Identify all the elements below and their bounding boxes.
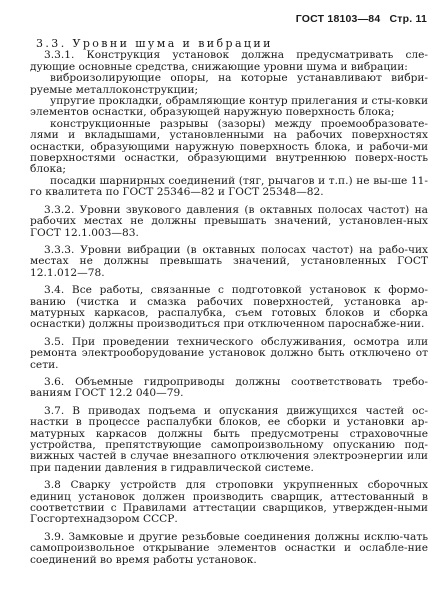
page-number: Стр. 11	[389, 13, 427, 25]
list-item-elastic-gaskets: упругие прокладки, обрамляющие контур прилегания и сты-ковки элементов оснастки, образующей наружную поверхность блока;	[30, 95, 428, 119]
paragraph-3-3-1: 3.3.1. Конструкция установок должна предусматривать сле-дующие основные средства, снижающие уровни шума и вибрации:	[30, 49, 428, 73]
section-heading: 3.3. Уровни шума и вибрации	[36, 37, 273, 50]
list-item-hinge-fits: посадки шарнирных соединений (тяг, рычагов и т.п.) не вы-ше 11-го квалитета по ГОСТ 25346—82 и ГОСТ 25348—82.	[30, 174, 428, 199]
paragraph-3-4: 3.4. Все работы, связанные с подготовкой установок к формо-ванию (чистка и смазка рабочих поверхностей, установка ар-матурных каркасов, распалубка, съем готовых блоков и сборка оснастки) должны производиться при отключенном пароснабже-нии.	[30, 284, 428, 331]
standard-number: ГОСТ 18103—84	[295, 13, 381, 25]
document-body	[30, 38, 428, 566]
paragraph-3-8: 3.8 Сварку устройств для строповки укрупненных сборочных единиц установок должен производить сварщик, аттестованный в соответствии с Правилами аттестации сварщиков, утвержден-ными Госгортехнадзором СССР.	[30, 479, 428, 526]
list-item-structural-gaps: конструкционные разрывы (зазоры) между проемообразовате-лями и вкладышами, установленными на рабочих поверхностях оснастки, образующими наружную поверхность блока, и рабочи-ми поверхностями оснастки, образующими внутреннюю поверх-ность блока;	[30, 117, 428, 176]
paragraph-3-6: 3.6. Объемные гидроприводы должны соответствовать требо-ваниям ГОСТ 12.2 040—79.	[30, 375, 428, 400]
paragraph-3-7: 3.7. В приводах подъема и опускания движущихся частей ос-настки в процессе распалубки блоков, ее сборки и установки ар-матурных каркасов должны быть предусмотрены страховочные устройства, препятствующие самопроизвольному опусканию под-вижных частей в случае внезапного отключения электроэнергии или при падении давления в гидравлической системе.	[30, 404, 428, 474]
paragraph-3-9: 3.9. Замковые и другие резьбовые соединения должны исклю-чать самопроизвольное открывание элементов оснастки и ослабле-ние соединений во время работы установок.	[30, 530, 428, 566]
page-header	[296, 13, 427, 25]
paragraph-3-3-2: 3.3.2. Уровни звукового давления (в октавных полосах частот) на рабочих местах не должны превышать значений, установлен-ных ГОСТ 12.1.003—83.	[30, 203, 428, 239]
paragraph-3-3-3: 3.3.3. Уровни вибрации (в октавных полосах частот) на рабо-чих местах не должны превышать значений, установленных ГОСТ 12.1.012—78.	[30, 243, 428, 279]
paragraph-3-5: 3.5. При проведении технического обслуживания, осмотра или ремонта электрооборудование установок должно быть отключено от сети.	[30, 335, 428, 371]
list-item-vibration-mounts: виброизолирующие опоры, на которые устанавливают вибри-руемые металлоконструкции;	[30, 72, 428, 96]
